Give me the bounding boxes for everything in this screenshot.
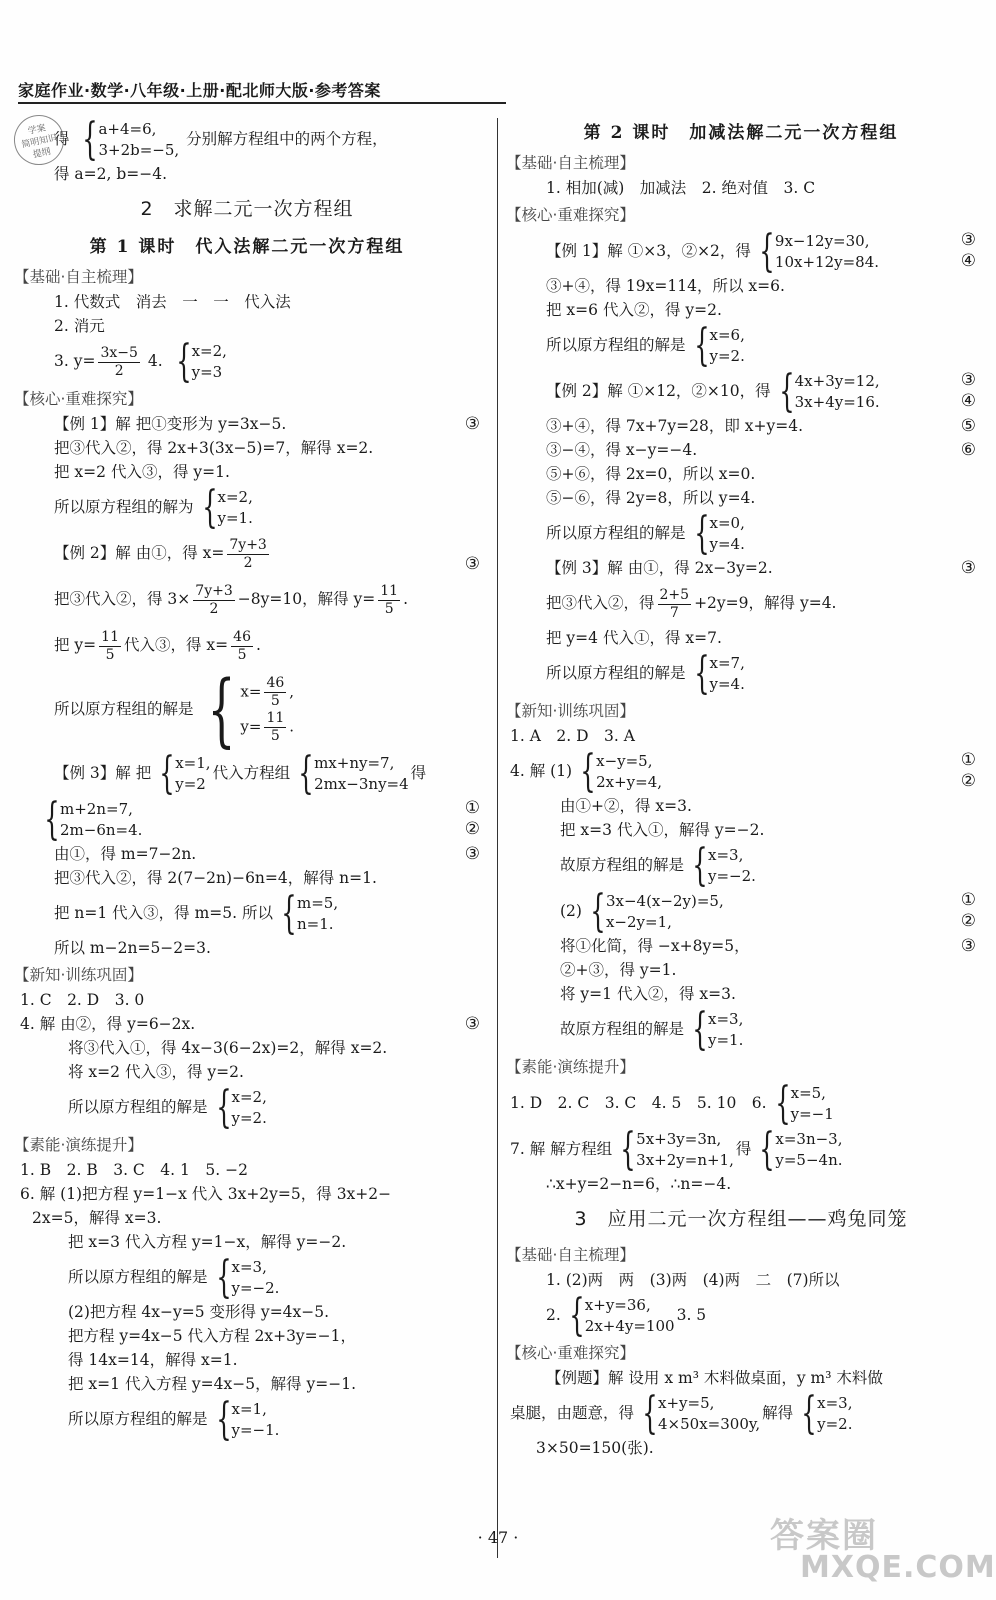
fraction — [378, 583, 400, 618]
text: ③−④，得 x−y=−4. — [546, 441, 698, 459]
answer-line: 1. (2)两 两 (3)两 (4)两 二 (7)所以 — [546, 1271, 840, 1289]
section-label: 【核心·重难探究】 — [14, 390, 143, 408]
answer-line — [506, 320, 976, 371]
numerator: 11 — [266, 710, 285, 726]
marker: ① — [960, 890, 976, 910]
answer-line: 1. 代数式 消去 一 一 代入法 — [54, 293, 291, 311]
eq: x=1, — [175, 754, 211, 772]
text: 1. D 2. C 3. C 4. 5 5. 10 6. — [510, 1094, 767, 1112]
answer-line — [14, 794, 480, 845]
eq: m=5, — [297, 894, 339, 912]
answer-line — [14, 748, 480, 799]
text: 把③代入②，得 3× — [54, 590, 191, 608]
text: ③+④，得 7x+7y=28，即 x+y=4. — [546, 417, 804, 435]
eq: x=3, — [708, 1010, 744, 1028]
watermark-logo: 答案圈 — [770, 1516, 878, 1556]
answer-line — [14, 412, 480, 436]
text: 把③代入②，得 — [546, 594, 655, 612]
eq: x=3, — [817, 1394, 853, 1412]
answer-line: 把 x=3 代入方程 y=1−x，解得 y=−2. — [68, 1233, 347, 1251]
equation-system: { 3x−4(x−2y)=5, x−2y=1, — [590, 886, 724, 937]
eq: x=2, — [217, 488, 253, 506]
answer-line: 所以 m−2n=5−2=3. — [54, 939, 211, 957]
section-heading: 3 应用二元一次方程组——鸡兔同笼 — [574, 1208, 908, 1230]
answer-line: 得 14x=14，解得 x=1. — [68, 1351, 238, 1369]
text: 所以原方程组的解是 — [54, 700, 194, 718]
text: −8y=10，解得 y= — [237, 590, 376, 608]
equation-system: { 9x−12y=30, 10x+12y=84. — [759, 226, 880, 277]
answer-line — [14, 1082, 480, 1133]
eq: y=−1. — [231, 1421, 280, 1439]
answer-line: (2)把方程 4x−y=5 变形得 y=4x−5. — [68, 1303, 330, 1321]
text: 分别解方程组中的两个方程， — [186, 130, 388, 148]
equation-system: { x+y=5, 4×50x=300y, — [642, 1388, 761, 1439]
fraction — [98, 345, 139, 380]
eq: 3x+2y=n+1, — [636, 1151, 734, 1169]
answer-line: 将③代入①，得 4x−3(6−2x)=2，解得 x=2. — [68, 1039, 388, 1057]
eq: y=−1 — [790, 1105, 834, 1123]
answer-line — [14, 336, 480, 387]
text: 把 y= — [54, 636, 97, 654]
equation-system: { x=7, y=4. — [693, 648, 745, 699]
answer-line: 2. 消元 — [54, 317, 105, 335]
circled-marker: ③ — [960, 936, 976, 956]
eq: x+y=36, — [584, 1296, 651, 1314]
answer-line: 把 x=1 代入方程 y=4x−5，解得 y=−1. — [68, 1375, 357, 1393]
answer-line — [506, 1124, 976, 1175]
equation-system: { m=5, n=1. — [281, 888, 339, 939]
numerator: 11 — [380, 582, 399, 599]
answer-line: 3×50=150(张). — [536, 1439, 654, 1457]
eq: x+y=5, — [658, 1394, 715, 1412]
eq: 5x+3y=3n, — [636, 1130, 722, 1148]
answer-line — [14, 1012, 480, 1036]
eq: y=−2. — [231, 1279, 280, 1297]
answer-line — [506, 366, 976, 417]
text: 【例 1】解 把①变形为 y=3x−5. — [54, 415, 287, 433]
equation-system: { 4x+3y=12, 3x+4y=16. — [778, 366, 880, 417]
eq: y=2. — [231, 1109, 267, 1127]
denominator: 2 — [209, 600, 219, 617]
intro-line — [14, 114, 480, 165]
text: 所以原方程组的解是 — [546, 664, 686, 682]
section-label: 【基础·自主梳理】 — [506, 1246, 635, 1264]
answer-line: 1. 相加(减) 加减法 2. 绝对值 3. C — [546, 179, 816, 197]
page-header: 家庭作业·数学·八年级·上册·配北师大版·参考答案 — [18, 81, 381, 100]
stamp-image: 学案 简明知识 提纲 — [9, 110, 68, 169]
marker: ② — [960, 911, 976, 931]
eq: 3+2b=−5, — [98, 141, 180, 159]
text: 【例 3】解 把 — [54, 764, 152, 782]
eq: y=−2. — [708, 867, 756, 885]
answer-line: ⑤+⑥，得 2x=0，所以 x=0. — [546, 465, 756, 483]
eq: y=4. — [709, 535, 745, 553]
eq: y=3 — [191, 363, 223, 381]
fraction — [227, 537, 268, 572]
eq: a+4=6, — [98, 120, 157, 138]
marker: ② — [960, 771, 976, 791]
text: 解得 — [762, 1404, 794, 1422]
answer-line: 把 x=3 代入①，解得 y=−2. — [560, 821, 765, 839]
text: 得 — [735, 1140, 752, 1158]
numerator: 3x−5 — [100, 344, 138, 361]
answer-line — [506, 934, 976, 958]
numerator: 46 — [266, 675, 285, 691]
text: 2. — [546, 1306, 561, 1324]
answer-line — [14, 842, 480, 866]
eq: 2mx−3ny=4 — [314, 775, 409, 793]
answer-line: 将 y=1 代入②，得 x=3. — [560, 985, 736, 1003]
answer-line — [14, 1394, 480, 1445]
answer-line: 把方程 y=4x−5 代入方程 2x+3y=−1， — [68, 1327, 357, 1345]
answer-line — [14, 663, 480, 756]
answer-line: ②+③，得 y=1. — [560, 961, 677, 979]
fraction — [658, 587, 692, 622]
eq: mx+ny=7, — [314, 754, 395, 772]
answer-line: 由①+②，得 x=3. — [560, 797, 692, 815]
page-number: · 47 · — [477, 1528, 519, 1547]
text: 代入方程组 — [212, 764, 291, 782]
equation-system: { x= $\frac{46}{5}$ , y= $\frac{11}{5}$ . — [206, 663, 295, 756]
equation-system: { x=3, y=−2. — [692, 840, 756, 891]
eq: 10x+12y=84. — [774, 253, 880, 271]
answer-line — [506, 840, 976, 891]
text: 由①，得 m=7−2n. — [54, 845, 197, 863]
eq: 4x+3y=12, — [794, 372, 880, 390]
answer-line: 1. A 2. D 3. A — [510, 727, 635, 745]
fraction — [264, 675, 286, 710]
equation-system: { x+y=36, 2x+4y=100 — [569, 1290, 675, 1341]
equation-system: { x=1, y=−1. — [215, 1394, 280, 1445]
eq: x=1, — [231, 1400, 267, 1418]
answer-line — [506, 438, 976, 462]
text: +2y=9，解得 y=4. — [694, 594, 837, 612]
equation-system: { x=3n−3, y=5−4n. — [759, 1124, 843, 1175]
eq: m+2n=7, — [60, 800, 133, 818]
denominator: 5 — [237, 646, 247, 663]
answer-line — [506, 1004, 976, 1055]
text: 4. 解 由②，得 y=6−2x. — [20, 1015, 196, 1033]
eq: x=3, — [231, 1258, 267, 1276]
answer-line — [506, 1388, 976, 1439]
eq: y=1. — [708, 1031, 744, 1049]
eq: x=6, — [709, 326, 745, 344]
equation-system: { x=0, y=4. — [693, 508, 745, 559]
text: 【例 2】解 由①，得 x= — [54, 544, 225, 562]
answer-line — [506, 1290, 976, 1341]
text: 【例 2】解 ①×12，②×10，得 — [546, 382, 771, 400]
section-label: 【新知·训练巩固】 — [14, 966, 143, 984]
circled-marker: ③ — [464, 1014, 480, 1034]
circled-marker — [465, 798, 480, 840]
equation-system: { x=1, y=2 — [159, 748, 211, 799]
equation-system: { x=6, y=2. — [693, 320, 745, 371]
answer-line — [506, 1078, 976, 1129]
text: 所以原方程组的解是 — [68, 1410, 208, 1428]
circled-marker: ③ — [960, 558, 976, 578]
text: 得 — [54, 130, 70, 148]
eq: y=2. — [817, 1415, 853, 1433]
marker: ④ — [960, 391, 976, 411]
column-divider — [497, 118, 498, 1558]
circled-marker — [961, 750, 976, 792]
text: 所以原方程组的解为 — [54, 498, 194, 516]
equation-system: { mx+ny=7, 2mx−3ny=4 — [298, 748, 409, 799]
text: 故原方程组的解是 — [560, 856, 685, 874]
eq: x=2, — [191, 342, 227, 360]
answer-line: 把③代入②，得 2(7−2n)−6n=4，解得 n=1. — [54, 869, 377, 887]
answer-line: 1. C 2. D 3. 0 — [20, 991, 145, 1009]
text: 所以原方程组的解是 — [68, 1098, 208, 1116]
marker: ④ — [960, 251, 976, 271]
numerator: 7y+3 — [229, 536, 267, 553]
fraction — [231, 629, 253, 664]
equation-system: { 5x+3y=3n, 3x+2y=n+1, — [620, 1124, 734, 1175]
circled-marker: ⑥ — [960, 440, 976, 460]
section-label: 【核心·重难探究】 — [506, 1344, 635, 1362]
answer-line — [14, 482, 480, 533]
answer-line: 将 x=2 代入③，得 y=2. — [68, 1063, 244, 1081]
text: 3. y= — [54, 352, 96, 370]
denominator: 5 — [270, 693, 280, 709]
left-column — [14, 114, 480, 1445]
equation-system: { x=3, y=1. — [692, 1004, 744, 1055]
eq: x=5, — [790, 1084, 826, 1102]
text: 4. — [147, 352, 163, 370]
numerator: 2+5 — [659, 586, 690, 603]
section-label: 【素能·演练提升】 — [506, 1058, 635, 1076]
section-heading: 2 求解二元一次方程组 — [140, 198, 354, 220]
answer-line — [506, 648, 976, 699]
answer-line — [506, 580, 976, 626]
eq: n=1. — [297, 915, 334, 933]
answer-line: 把③代入②，得 2x+3(3x−5)=7，解得 x=2. — [54, 439, 374, 457]
right-column — [506, 116, 976, 1460]
answer-line: 把③代入②，得 3× $\frac{7y+3}{2}$ −8y=10，解得 y= $\frac{11}{5}$ . — [54, 582, 409, 617]
denominator: 5 — [384, 600, 394, 617]
answer-line — [14, 888, 480, 939]
answer-line: ∴x+y=2−n=6，∴n=−4. — [546, 1175, 732, 1193]
text: 【例 3】解 由①，得 2x−3y=2. — [546, 559, 773, 577]
answer-line: 把 y= $\frac{11}{5}$ 代入③，得 x= $\frac{46}{5}$ . — [54, 628, 261, 663]
header-rule — [18, 102, 506, 104]
denominator: 5 — [270, 728, 280, 744]
circled-marker — [961, 230, 976, 272]
equation-system: { x=3, y=2. — [801, 1388, 853, 1439]
eq: 3x+4y=16. — [794, 393, 880, 411]
equation-system: { x−y=5, 2x+y=4, — [580, 746, 663, 797]
eq: y=1. — [217, 509, 253, 527]
eq: x=2, — [231, 1088, 267, 1106]
text: 4. 解 (1) — [510, 762, 573, 780]
equation-system: { x=2, y=3 — [175, 336, 227, 387]
numerator: 11 — [101, 628, 119, 645]
answer-line: 1. B 2. B 3. C 4. 1 5. −2 — [20, 1161, 248, 1179]
answer-line — [506, 556, 976, 580]
answer-line: 把 x=6 代入②，得 y=2. — [546, 301, 722, 319]
answer-line — [506, 414, 976, 438]
section-label: 【新知·训练巩固】 — [506, 702, 635, 720]
circled-marker — [961, 890, 976, 932]
circled-marker: ③ — [464, 554, 480, 574]
text: 代入③，得 x= — [124, 636, 229, 654]
eq: x−2y=1, — [605, 913, 672, 931]
lesson-heading: 第 1 课时 代入法解二元一次方程组 — [89, 237, 405, 257]
marker: ② — [464, 819, 480, 839]
section-label: 【基础·自主梳理】 — [506, 154, 635, 172]
eq: x=3n−3, — [775, 1130, 843, 1148]
text: 桌腿，由题意，得 — [510, 1404, 635, 1422]
eq: 9x−12y=30, — [774, 232, 870, 250]
fraction — [193, 583, 234, 618]
answer-line: ⑤−⑥，得 2y=8，所以 y=4. — [546, 489, 756, 507]
eq: 2x+y=4, — [596, 773, 663, 791]
text: 故原方程组的解是 — [560, 1020, 685, 1038]
text: 所以原方程组的解是 — [68, 1268, 208, 1286]
marker: ③ — [960, 230, 976, 250]
section-label: 【基础·自主梳理】 — [14, 268, 143, 286]
answer-line: 【例题】解 设用 x m³ 木料做桌面，y m³ 木料做 — [546, 1369, 883, 1387]
circled-marker: ③ — [464, 414, 480, 434]
answer-line — [506, 226, 976, 277]
eq: y=2. — [709, 347, 745, 365]
denominator: 5 — [105, 646, 115, 663]
equation-system: { x=3, y=−2. — [215, 1252, 280, 1303]
section-label: 【核心·重难探究】 — [506, 206, 635, 224]
eq: 4×50x=300y, — [658, 1415, 761, 1433]
answer-line: 2x=5，解得 x=3. — [32, 1209, 162, 1227]
text: 得 — [410, 764, 427, 782]
equation-system: { x=2, y=1. — [201, 482, 253, 533]
eq: x−y=5, — [596, 752, 653, 770]
text: (2) — [560, 902, 582, 920]
eq: x=0, — [709, 514, 745, 532]
eq: y=5−4n. — [775, 1151, 843, 1169]
text: 把 n=1 代入③，得 m=5. 所以 — [54, 904, 274, 922]
answer-line — [14, 530, 480, 576]
denominator: 2 — [114, 362, 124, 379]
text: 3. 5 — [676, 1306, 707, 1324]
answer-line: 把 x=2 代入③，得 y=1. — [54, 463, 230, 481]
circled-marker — [961, 370, 976, 412]
answer-line — [506, 746, 976, 797]
section-label: 【素能·演练提升】 — [14, 1136, 143, 1154]
eq: 2m−6n=4. — [60, 821, 143, 839]
denominator: 7 — [669, 604, 679, 621]
answer-line: ③+④，得 19x=114，所以 x=6. — [546, 277, 785, 295]
watermark-url: MXQE.COM — [800, 1550, 996, 1585]
answer-line: 6. 解 (1)把方程 y=1−x 代入 3x+2y=5，得 3x+2− — [20, 1185, 392, 1203]
marker: ① — [464, 798, 480, 818]
eq: 3x−4(x−2y)=5, — [605, 892, 724, 910]
numerator: 46 — [233, 628, 251, 645]
fraction — [264, 710, 286, 745]
equation-system: { x=2, y=2. — [215, 1082, 267, 1133]
equation-system: { m+2n=7, 2m−6n=4. — [44, 794, 143, 845]
equation-system: { a+4=6, 3+2b=−5, — [82, 114, 180, 165]
marker: ③ — [960, 370, 976, 390]
equation-system: { x=5, y=−1 — [774, 1078, 834, 1129]
answer-line — [506, 886, 976, 937]
eq: y=4. — [709, 675, 745, 693]
text: 所以原方程组的解是 — [546, 524, 686, 542]
lesson-heading: 第 2 课时 加减法解二元一次方程组 — [583, 123, 899, 143]
text: 将①化简，得 −x+8y=5， — [560, 937, 750, 955]
text: 【例 1】解 ①×3，②×2，得 — [546, 242, 751, 260]
text: 7. 解 解方程组 — [510, 1140, 613, 1158]
circled-marker: ⑤ — [960, 416, 976, 436]
answer-line: 把 y=4 代入①，得 x=7. — [546, 629, 722, 647]
denominator: 2 — [243, 554, 253, 571]
answer-line — [14, 1252, 480, 1303]
eq: y=2 — [175, 775, 206, 793]
numerator: 7y+3 — [195, 582, 233, 599]
eq: x=7, — [709, 654, 745, 672]
eq: x=3, — [708, 846, 744, 864]
text: 所以原方程组的解是 — [546, 336, 686, 354]
fraction — [99, 629, 121, 664]
eq: 2x+4y=100 — [584, 1317, 675, 1335]
marker: ① — [960, 750, 976, 770]
answer-line — [506, 508, 976, 559]
circled-marker: ③ — [464, 844, 480, 864]
intro-result: 得 a=2, b=−4. — [54, 165, 168, 183]
